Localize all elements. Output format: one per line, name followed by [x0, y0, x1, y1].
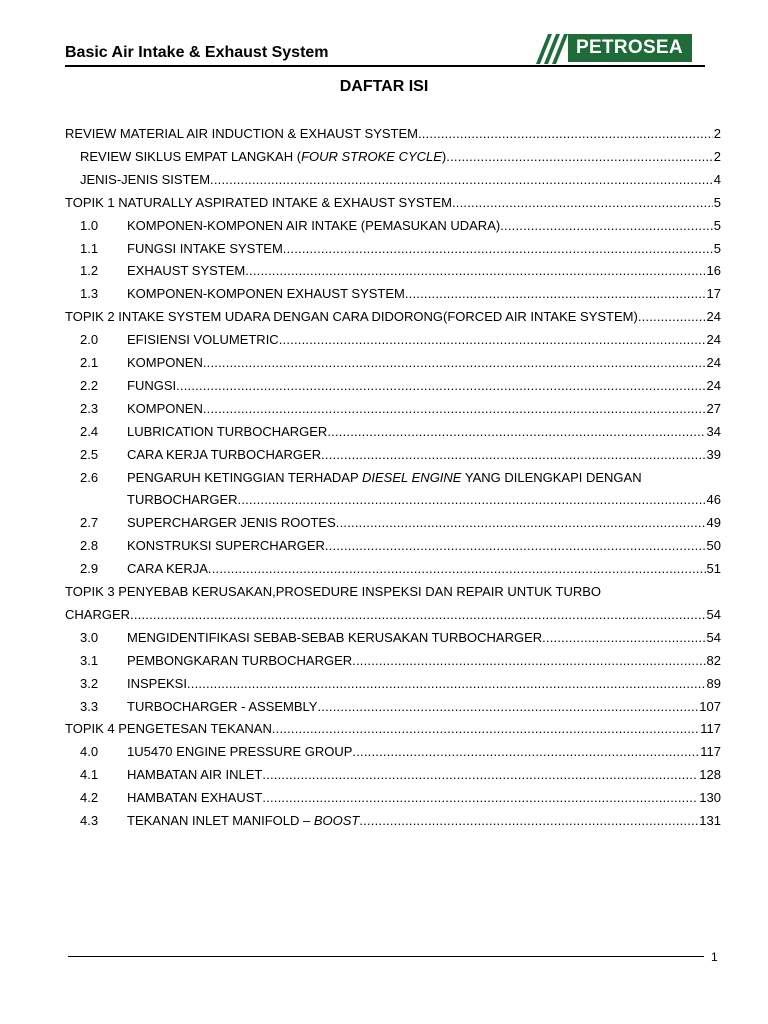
logo-stripes-icon: [530, 32, 574, 64]
toc-leader-dots: [336, 515, 706, 531]
toc-leader-dots: [327, 424, 705, 440]
toc-entry-title: INSPEKSI: [127, 675, 187, 691]
toc-entry-number: 2.7: [80, 515, 99, 531]
toc-entry-page: 49: [706, 515, 721, 531]
toc-entry[interactable]: [65, 126, 721, 146]
toc-leader-dots: [262, 790, 698, 806]
toc-entry-title: TURBOCHARGER - ASSEMBLY: [127, 698, 318, 714]
toc-entry[interactable]: [65, 149, 721, 169]
toc-entry-title: SUPERCHARGER JENIS ROOTES: [127, 515, 336, 531]
toc-entry[interactable]: [65, 241, 721, 261]
toc-entry-page: 39: [706, 446, 721, 462]
toc-entry-page: 117: [700, 744, 721, 760]
toc-entry[interactable]: [65, 630, 721, 650]
toc-leader-dots: [321, 447, 705, 463]
toc-entry-title: CARA KERJA: [127, 561, 208, 577]
toc-entry[interactable]: [65, 286, 721, 306]
toc-entry-number: 2.4: [80, 423, 99, 439]
toc-entry[interactable]: [65, 813, 721, 833]
toc-leader-dots: [418, 126, 713, 142]
toc-entry-page: 24: [706, 332, 721, 348]
toc-entry-number: 4.3: [80, 813, 99, 828]
toc-entry-title: 1U5470 ENGINE PRESSURE GROUP: [127, 744, 353, 760]
toc-entry[interactable]: [65, 721, 721, 741]
toc-entry[interactable]: [65, 561, 721, 581]
toc-leader-dots: [203, 401, 706, 417]
toc-entry-page: 24: [706, 377, 721, 393]
toc-entry-title: FUNGSI: [127, 377, 177, 393]
toc-entry-title: EXHAUST SYSTEM: [127, 263, 246, 279]
toc-entry[interactable]: [65, 195, 721, 215]
toc-entry-number: 3.0: [80, 629, 99, 645]
toc-entry-page: 2: [713, 126, 721, 141]
toc-leader-dots: [272, 721, 699, 737]
toc-entry-title: HAMBATAN EXHAUST: [127, 790, 263, 806]
toc-entry-title: TOPIK 2 INTAKE SYSTEM UDARA DENGAN CARA DIDORONG(FORCED AIR INTAKE SYSTEM): [65, 309, 638, 325]
toc-leader-dots: [352, 653, 705, 669]
toc-entry-number: 2.0: [80, 332, 99, 348]
toc-entry-number: 2.8: [80, 538, 99, 554]
toc-entry-page: 34: [706, 423, 721, 439]
toc-entry[interactable]: [65, 172, 721, 192]
toc-entry-title: HAMBATAN AIR INLET: [127, 767, 263, 783]
toc-leader-dots: [130, 607, 706, 623]
toc-entry-title: TOPIK 3 PENYEBAB KERUSAKAN,PROSEDURE INSPEKSI DAN REPAIR UNTUK TURBO: [65, 584, 602, 599]
toc-entry-title: REVIEW MATERIAL AIR INDUCTION & EXHAUST SYSTEM: [65, 126, 418, 141]
toc-entry[interactable]: [65, 378, 721, 398]
toc-entry-page: 89: [706, 675, 721, 691]
toc-entry-title: TOPIK 1 NATURALLY ASPIRATED INTAKE & EXHAUST SYSTEM: [65, 194, 452, 210]
toc-leader-dots: [203, 355, 706, 371]
toc-entry[interactable]: [65, 263, 721, 283]
toc-entry-number: 4.1: [80, 767, 99, 783]
toc-leader-dots: [405, 286, 706, 302]
toc-entry-title: MENGIDENTIFIKASI SEBAB-SEBAB KERUSAKAN TURBOCHARGER: [127, 629, 543, 645]
toc-entry-page: 51: [706, 561, 721, 577]
toc-entry-page: 17: [706, 286, 721, 302]
toc-entry[interactable]: [65, 790, 721, 810]
toc-leader-dots: [208, 561, 706, 577]
toc-leader-dots: [352, 744, 699, 760]
toc-entry-title-continued: CHARGER: [65, 606, 131, 622]
toc-entry-page: 128: [699, 767, 721, 783]
toc-entry-number: 1.3: [80, 286, 99, 302]
toc-entry-page: 50: [706, 538, 721, 554]
toc-entry[interactable]: [65, 218, 721, 238]
toc-leader-dots: [245, 263, 705, 279]
toc-entry-page: 46: [706, 492, 721, 508]
toc-entry-number: 2.6: [80, 469, 99, 485]
toc-leader-dots: [542, 630, 705, 646]
toc-entry[interactable]: [65, 744, 721, 764]
toc-entry[interactable]: [65, 676, 721, 696]
toc-entry-number: 2.2: [80, 377, 99, 393]
toc-entry-page: 5: [713, 217, 721, 233]
toc-entry-number: 1.0: [80, 217, 99, 233]
toc-entry-title: TEKANAN INLET MANIFOLD – BOOST: [127, 813, 360, 828]
toc-leader-dots: [279, 332, 706, 348]
toc-leader-dots: [500, 218, 713, 234]
toc-entry[interactable]: [65, 515, 721, 535]
toc-entry[interactable]: [65, 699, 721, 719]
toc-entry[interactable]: [65, 584, 721, 622]
toc-entry-title: KONSTRUKSI SUPERCHARGER: [127, 538, 325, 554]
toc-leader-dots: [446, 149, 713, 165]
toc-entry-title: JENIS-JENIS SISTEM: [80, 171, 211, 187]
toc-entry-number: 3.1: [80, 652, 99, 668]
toc-entry-page: 2: [713, 148, 721, 164]
toc-entry[interactable]: [65, 401, 721, 421]
toc-entry-number: 2.1: [80, 355, 99, 370]
toc-entry-number: 3.3: [80, 698, 99, 714]
toc-leader-dots: [317, 699, 698, 715]
toc-entry-number: 2.3: [80, 400, 99, 416]
toc-leader-dots: [283, 241, 713, 257]
petrosea-logo: [530, 32, 710, 64]
toc-entry-number: 1.1: [80, 240, 99, 256]
toc-leader-dots: [452, 195, 713, 211]
toc-entry-page: 5: [713, 240, 721, 256]
toc-entry-number: 3.2: [80, 675, 99, 691]
toc-entry-page: 107: [699, 698, 721, 714]
toc-entry-title: KOMPONEN: [127, 400, 203, 416]
toc-entry-page: 130: [699, 790, 721, 806]
toc-entry-page: 54: [706, 629, 721, 645]
toc-entry-page: 24: [706, 309, 721, 325]
toc-entry-page: 5: [713, 194, 721, 210]
toc-entry-number: 4.2: [80, 790, 99, 806]
toc-entry[interactable]: [65, 538, 721, 558]
toc-entry-page: 54: [706, 606, 721, 622]
toc-entry[interactable]: [65, 424, 721, 444]
toc-leader-dots: [238, 492, 706, 508]
toc-entry-title: PEMBONGKARAN TURBOCHARGER: [127, 652, 353, 668]
toc-entry-number: 1.2: [80, 263, 99, 279]
toc-title: DAFTAR ISI: [339, 78, 429, 95]
toc-leader-dots: [176, 378, 705, 394]
toc-entry-title: EFISIENSI VOLUMETRIC: [127, 332, 279, 348]
toc-entry-page: 27: [706, 400, 721, 416]
toc-entry-page: 24: [706, 355, 721, 370]
toc-entry-number: 2.9: [80, 561, 99, 577]
toc-entry-title: TOPIK 4 PENGETESAN TEKANAN: [65, 721, 272, 737]
toc-leader-dots: [262, 767, 698, 783]
toc-entry-title: PENGARUH KETINGGIAN TERHADAP DIESEL ENGINE YANG DILENGKAPI DENGAN: [127, 469, 642, 485]
toc-entry-title: REVIEW SIKLUS EMPAT LANGKAH (FOUR STROKE CYCLE): [80, 148, 447, 164]
toc-entry-title: KOMPONEN-KOMPONEN EXHAUST SYSTEM: [127, 286, 405, 302]
toc-leader-dots: [359, 813, 698, 829]
toc-entry-title-continued: TURBOCHARGER: [127, 492, 238, 508]
toc-entry-page: 131: [699, 813, 721, 828]
toc-leader-dots: [187, 676, 706, 692]
toc-entry[interactable]: [65, 767, 721, 787]
toc-entry[interactable]: [65, 447, 721, 467]
toc-entry-number: 2.5: [80, 446, 99, 462]
toc-entry-page: 117: [700, 721, 721, 737]
toc-entry[interactable]: [65, 309, 721, 329]
toc-entry-title: LUBRICATION TURBOCHARGER: [127, 423, 328, 439]
toc-entry-page: 16: [706, 263, 721, 279]
toc-entry[interactable]: [65, 332, 721, 352]
toc-entry[interactable]: [65, 469, 721, 508]
toc-entry[interactable]: [65, 355, 721, 375]
header-divider: [65, 65, 705, 67]
footer-divider: [68, 956, 704, 957]
page-header: [65, 30, 710, 70]
toc-leader-dots: [210, 172, 713, 188]
toc-entry-number: 4.0: [80, 744, 99, 760]
logo-wordmark: PETROSEA: [568, 34, 692, 62]
toc-entry-page: 4: [713, 171, 721, 187]
toc-entry-title: CARA KERJA TURBOCHARGER: [127, 446, 322, 462]
toc-entry-page: 82: [706, 652, 721, 668]
toc-entry[interactable]: [65, 653, 721, 673]
page-number: 1: [711, 950, 718, 964]
toc-entry-title: KOMPONEN: [127, 355, 203, 370]
toc-leader-dots: [325, 538, 706, 554]
toc-entry-title: FUNGSI INTAKE SYSTEM: [127, 240, 283, 256]
toc-entry-title: KOMPONEN-KOMPONEN AIR INTAKE (PEMASUKAN UDARA): [127, 217, 501, 233]
toc-leader-dots: [638, 309, 706, 325]
document-title: Basic Air Intake & Exhaust System: [65, 44, 329, 61]
